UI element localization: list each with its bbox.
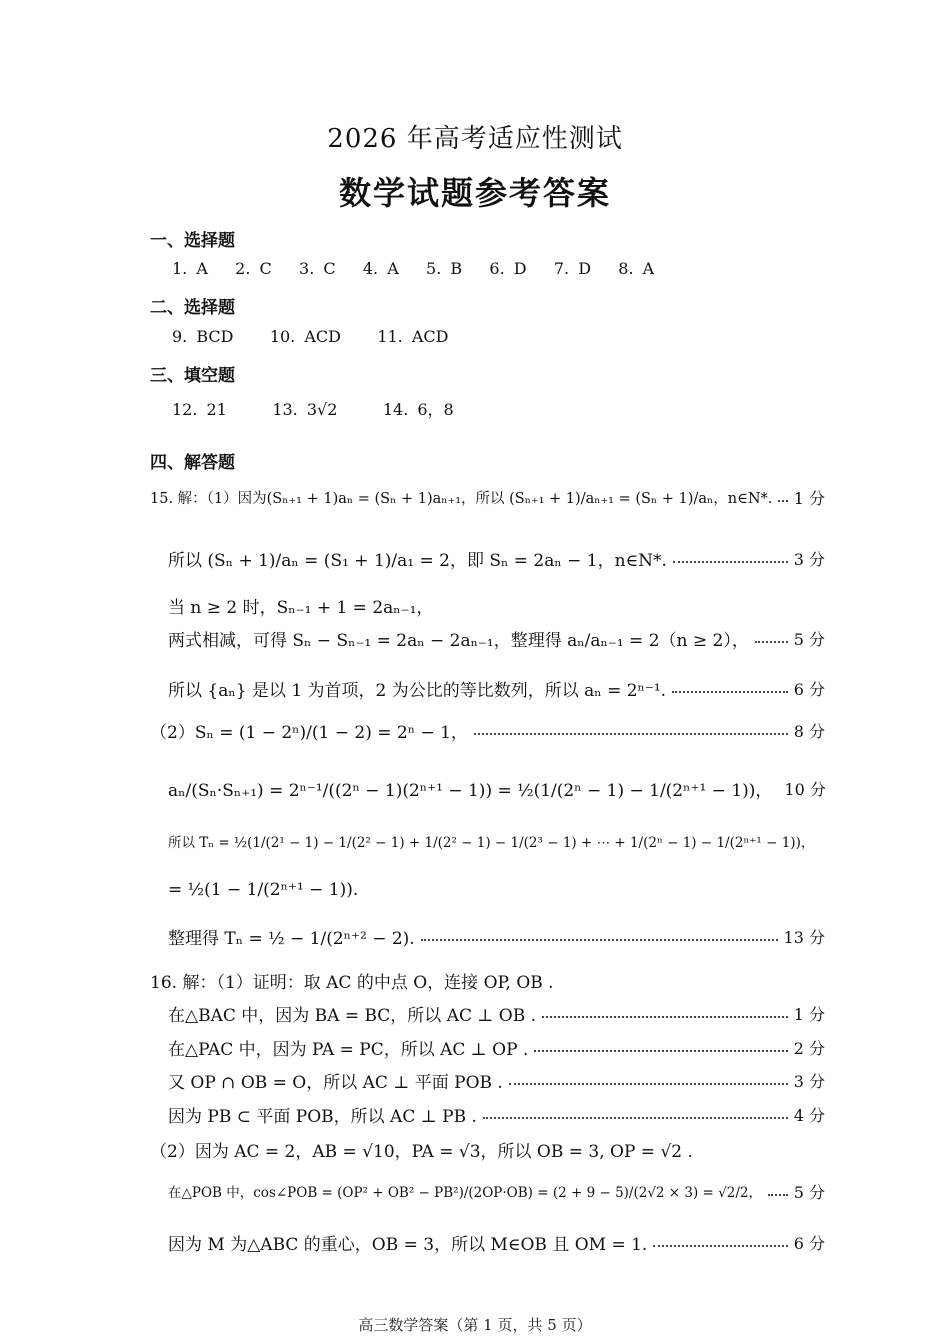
solution-line [168,672,825,704]
section-heading-choice: 一、选择题 [150,231,235,251]
solution-line [168,825,825,857]
dot-leader [673,561,788,563]
document-title: 数学试题参考答案 [338,174,611,212]
choice-answers: 1. A 2. C 3. C 4. A 5. B 6. D 7. D 8. A [172,259,655,278]
solution-line [150,1133,825,1165]
solution-text: 15. 解：（1）因为(Sₙ₊₁ + 1)aₙ = (Sₙ + 1)aₙ₊₁，所以 (Sₙ₊₁ + 1)/aₙ₊₁ = (Sₙ + 1)/aₙ，n∈N*. [150,490,773,507]
solution-line [168,997,825,1029]
solution-text: 因为 PB ⊂ 平面 POB，所以 AC ⊥ PB . [168,1106,477,1127]
dot-leader [755,641,788,643]
score-mark: 3 分 [793,1071,825,1091]
dot-leader [672,691,788,693]
score-mark: 1 分 [793,1004,825,1024]
score-mark: 3 分 [793,549,825,569]
dot-leader [421,939,778,941]
solution-text: （2）Sₙ = (1 − 2ⁿ)/(1 − 2) = 2ⁿ − 1， [150,722,468,743]
solution-text: 当 n ≥ 2 时，Sₙ₋₁ + 1 = 2aₙ₋₁， [168,597,434,618]
section-heading-fill: 三、填空题 [150,366,235,386]
solution-text: 在△POB 中，cos∠POB = (OP² + OB² − PB²)/(2OP·OB) = (2 + 9 − 5)/(2√2 × 3) = √2/2， [168,1185,762,1201]
dot-leader [768,1194,788,1196]
solution-text: 所以 Tₙ = ½(1/(2¹ − 1) − 1/(2² − 1) + 1/(2² − 1) − 1/(2³ − 1) + ⋯ + 1/(2ⁿ − 1) − 1/(2ⁿ⁺¹ − 1))， [168,835,815,851]
solution-text: 整理得 Tₙ = ½ − 1/(2ⁿ⁺² − 2). [168,928,415,949]
section-heading-solutions: 四、解答题 [150,453,235,473]
solution-line [168,542,825,574]
solution-line [168,589,825,621]
solution-line [150,481,825,513]
solution-text: 16. 解：（1）证明：取 AC 的中点 O，连接 OP, OB . [150,972,554,993]
score-mark: 1 分 [793,488,825,508]
solution-line [168,1175,825,1207]
solution-line [168,874,825,906]
solution-line [150,964,825,996]
page-footer: 高三数学答案（第 1 页，共 5 页） [358,1316,592,1334]
score-mark: 10 分 [784,779,826,799]
solution-text: 所以 (Sₙ + 1)/aₙ = (S₁ + 1)/a₁ = 2，即 Sₙ = 2aₙ − 1，n∈N*. [168,550,667,571]
multi-choice-answers: 9. BCD 10. ACD 11. ACD [172,327,449,346]
solution-text: 因为 M 为△ABC 的重心，OB = 3，所以 M∈OB 且 OM = 1. [168,1234,648,1255]
solution-line [168,1226,825,1258]
dot-leader [653,1245,787,1247]
dot-leader [534,1050,787,1052]
dot-leader [474,733,788,735]
dot-leader [542,1016,788,1018]
dot-leader [778,500,787,502]
solution-line [168,1031,825,1063]
exam-title: 2026 年高考适应性测试 [327,124,623,154]
solution-text: = ½(1 − 1/(2ⁿ⁺¹ − 1)). [168,880,359,900]
solution-line [168,622,825,654]
solution-text: 又 OP ∩ OB = O，所以 AC ⊥ 平面 POB . [168,1072,503,1093]
score-mark: 8 分 [793,721,825,741]
solution-text: 所以 {aₙ} 是以 1 为首项，2 为公比的等比数列，所以 aₙ = 2ⁿ⁻¹. [168,680,667,701]
score-mark: 5 分 [793,629,825,649]
score-mark: 6 分 [793,1233,825,1253]
solution-line [168,1098,825,1130]
solution-text: 两式相减，可得 Sₙ − Sₙ₋₁ = 2aₙ − 2aₙ₋₁，整理得 aₙ/aₙ₋₁ = 2（n ≥ 2）， [168,630,749,651]
score-mark: 13 分 [783,927,825,947]
solution-text: 在△PAC 中，因为 PA = PC，所以 AC ⊥ OP . [168,1039,529,1060]
solution-text: （2）因为 AC = 2，AB = √10，PA = √3，所以 OB = 3, OP = √2 . [150,1141,693,1162]
solution-line [168,772,825,804]
score-mark: 5 分 [793,1182,825,1202]
solution-line [150,714,825,746]
score-mark: 2 分 [793,1038,825,1058]
score-mark: 4 分 [793,1105,825,1125]
solution-line [168,920,825,952]
solution-text: aₙ/(Sₙ·Sₙ₊₁) = 2ⁿ⁻¹/((2ⁿ − 1)(2ⁿ⁺¹ − 1)) = ½(1/(2ⁿ − 1) − 1/(2ⁿ⁺¹ − 1))， [168,780,773,801]
dot-leader [509,1083,788,1085]
score-mark: 6 分 [793,679,825,699]
dot-leader [483,1117,788,1119]
solution-text: 在△BAC 中，因为 BA = BC，所以 AC ⊥ OB . [168,1005,537,1026]
fill-answers: 12. 21 13. 3√2 14. 6，8 [172,400,454,419]
solution-line [168,1064,825,1096]
section-heading-multi-choice: 二、选择题 [150,298,235,318]
